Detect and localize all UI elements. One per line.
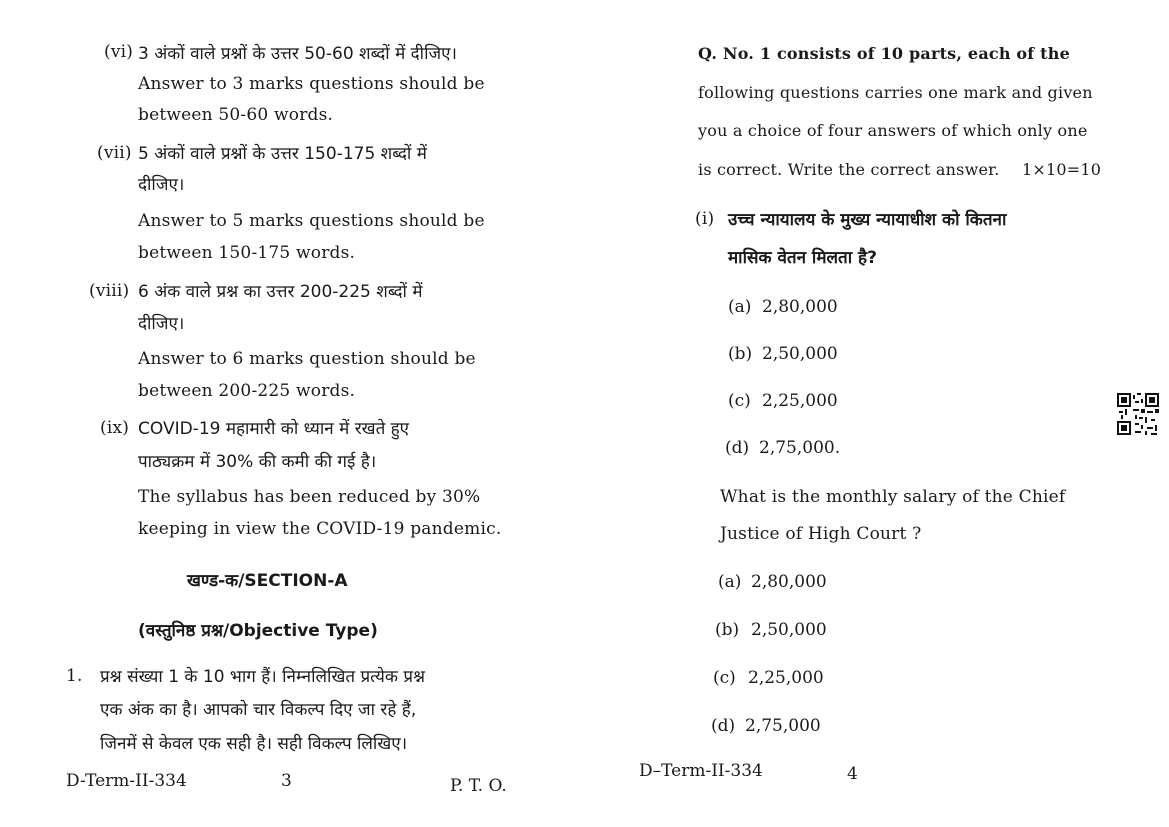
intro-line4: is correct. Write the correct answer. <box>698 160 1000 179</box>
instruction-vi-number: (vi) <box>104 42 134 62</box>
hindi-question-line1: उच्च न्यायालय के मुख्य न्यायाधीश को कितना <box>728 210 1007 230</box>
instruction-viii-hindi-line1: 6 अंक वाले प्रश्न का उत्तर 200-225 शब्दों में <box>138 282 423 302</box>
instruction-vii-hindi-line2: दीजिए। <box>138 175 185 195</box>
english-option-d-value: 2,75,000 <box>745 716 821 736</box>
instruction-viii-number: (viii) <box>89 281 130 301</box>
instruction-ix-hindi-line2: पाठ्यक्रम में 30% की कमी की गई है। <box>138 452 377 472</box>
hindi-option-b-label: (b) <box>728 344 753 364</box>
instruction-ix-english-line2: keeping in view the COVID-19 pandemic. <box>138 519 502 539</box>
instruction-vii-english-line2: between 150-175 words. <box>138 243 356 263</box>
hindi-option-c-value: 2,25,000 <box>762 391 838 411</box>
english-option-b-label: (b) <box>715 620 740 640</box>
instruction-viii-english-line2: between 200-225 words. <box>138 381 356 401</box>
instruction-viii-hindi-line2: दीजिए। <box>138 314 185 334</box>
footer-pto: P. T. O. <box>450 776 507 796</box>
instruction-ix-number: (ix) <box>100 418 130 438</box>
instruction-vi-english-line1: Answer to 3 marks questions should be <box>138 74 485 94</box>
english-option-c-label: (c) <box>713 668 736 688</box>
intro-line2: following questions carries one mark and given <box>698 83 1093 102</box>
intro-line3: you a choice of four answers of which only one <box>698 121 1088 140</box>
instruction-vii-number: (vii) <box>97 143 132 163</box>
instruction-ix-english-line1: The syllabus has been reduced by 30% <box>138 487 481 507</box>
english-option-a-value: 2,80,000 <box>751 572 827 592</box>
intro-line1: Q. No. 1 consists of 10 parts, each of the <box>698 44 1070 63</box>
question-1-hindi-line1: प्रश्न संख्या 1 के 10 भाग हैं। निम्नलिखित प्रत्येक प्रश्न <box>100 667 426 687</box>
instruction-ix-hindi-line1: COVID-19 महामारी को ध्यान में रखते हुए <box>138 419 410 439</box>
english-option-d-label: (d) <box>711 716 736 736</box>
question-i-number: (i) <box>695 209 715 229</box>
question-1-hindi-line2: एक अंक का है। आपको चार विकल्प दिए जा रहे हैं, <box>100 700 417 720</box>
english-option-a-label: (a) <box>718 572 742 592</box>
section-subtitle: (वस्तुनिष्ठ प्रश्न/Objective Type) <box>138 621 378 641</box>
marks-label: 1×10=10 <box>1022 160 1102 179</box>
instruction-vii-english-line1: Answer to 5 marks questions should be <box>138 211 485 231</box>
instruction-vii-hindi-line1: 5 अंकों वाले प्रश्नों के उत्तर 150-175 शब्दों में <box>138 144 427 164</box>
section-title: खण्ड-क/SECTION-A <box>187 571 348 591</box>
english-option-b-value: 2,50,000 <box>751 620 827 640</box>
right-page <box>585 0 1169 827</box>
footer-page-number-right: 4 <box>847 764 858 784</box>
footer-code-left: D-Term-II-334 <box>66 771 187 791</box>
hindi-option-d-value: 2,75,000. <box>759 438 841 458</box>
hindi-option-a-label: (a) <box>728 297 752 317</box>
qr-code-icon <box>1117 393 1159 435</box>
hindi-option-b-value: 2,50,000 <box>762 344 838 364</box>
english-option-c-value: 2,25,000 <box>748 668 824 688</box>
hindi-question-line2: मासिक वेतन मिलता है? <box>728 248 877 268</box>
hindi-option-c-label: (c) <box>728 391 751 411</box>
instruction-viii-english-line1: Answer to 6 marks question should be <box>138 349 476 369</box>
english-question-line2: Justice of High Court ? <box>720 524 922 544</box>
hindi-option-d-label: (d) <box>725 438 750 458</box>
instruction-vi-english-line2: between 50-60 words. <box>138 105 334 125</box>
footer-page-number-left: 3 <box>281 771 292 791</box>
english-question-line1: What is the monthly salary of the Chief <box>720 487 1066 507</box>
hindi-option-a-value: 2,80,000 <box>762 297 838 317</box>
instruction-vi-hindi: 3 अंकों वाले प्रश्नों के उत्तर 50-60 शब्दों में दीजिए। <box>138 44 457 64</box>
question-1-number: 1. <box>66 666 83 686</box>
question-1-hindi-line3: जिनमें से केवल एक सही है। सही विकल्प लिखिए। <box>100 734 408 754</box>
footer-code-right: D–Term-II-334 <box>639 761 763 781</box>
